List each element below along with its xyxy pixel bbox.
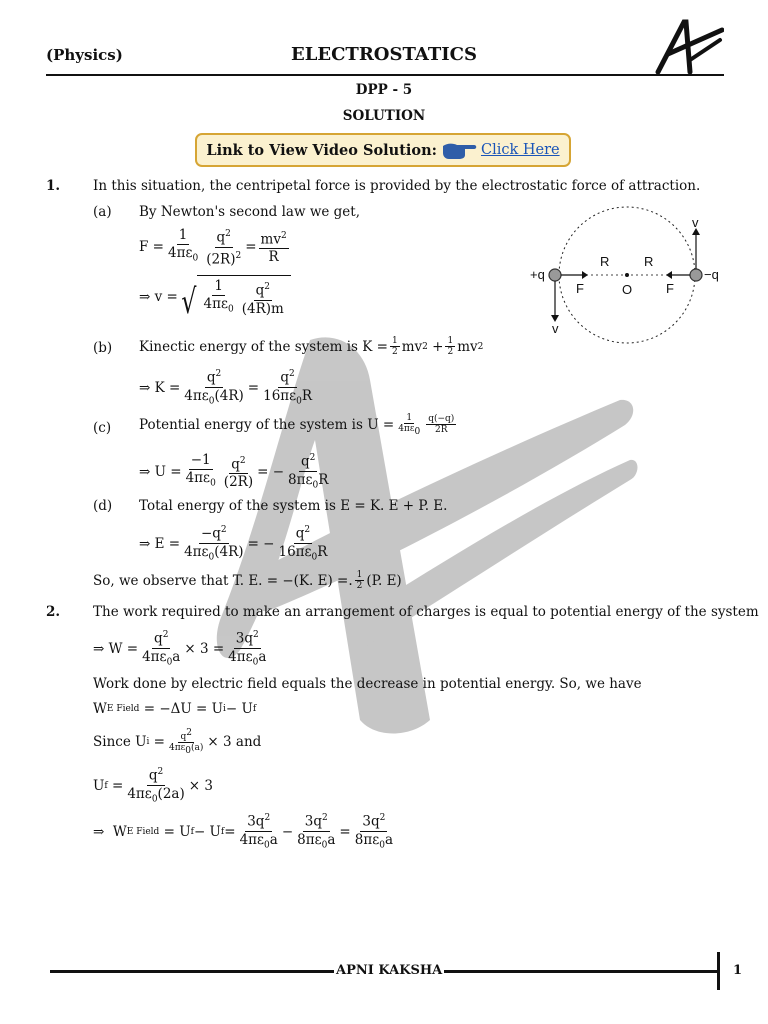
subject-label: (Physics) — [46, 46, 123, 64]
footer-brand: APNI KAKSHA — [336, 963, 443, 978]
q1-part-b-text: Kinectic energy of the system is K = — [139, 338, 388, 355]
diagram-label-plus-q: +q — [530, 267, 545, 282]
diagram-label-F-right: F — [666, 281, 674, 296]
q2-work-line: Work done by electric field equals the decrease in potential energy. So, we have — [93, 676, 642, 692]
q2-and-text: × 3 and — [207, 733, 262, 750]
equation-total-energy: ⇒ E = $\frac{-q^2}{4\pi\varepsilon_0(4R)}$ = − $\frac{q^2}{16\pi\varepsilon_0R}$ — [139, 522, 331, 566]
q1-part-a-text: By Newton's second law we get, — [139, 204, 361, 220]
diagram-label-v-top: v — [692, 215, 699, 230]
q1-conclusion: So, we observe that T. E. = −(K. E) =. $\frac{1}{2}$ (P. E) — [93, 570, 402, 591]
pointing-hand-icon — [441, 140, 477, 160]
q1-part-a-label: (a) — [93, 204, 112, 220]
video-solution-label: Link to View Video Solution: — [206, 141, 437, 159]
q2-since-text: Since U — [93, 733, 147, 750]
header-rule — [46, 74, 724, 76]
q1-part-b-label: (b) — [93, 340, 113, 356]
page-number: 1 — [733, 963, 743, 978]
diagram-label-R-right: R — [644, 254, 654, 269]
question-number-1: 1. — [46, 178, 61, 194]
equation-work-required: ⇒ W = $\frac{q^2}{4\pi\varepsilon_0a}$ × 3 = $\frac{3q^2}{4\pi\varepsilon_0a}$ — [93, 627, 270, 671]
q1-conclusion-text: So, we observe that T. E. = −(K. E) =. — [93, 572, 353, 589]
equation-work-result: ⇒ W E Field = U f − U f = $\frac{3q^2}{4\pi\varepsilon_0a}$ − $\frac{3q^2}{8\pi\varepsilon_0a}$ = $\frac{3q^2}{8\pi\varepsilon_0a}$ — [93, 810, 397, 854]
q1-part-d-text: Total energy of the system is E = K. E + P. E. — [139, 498, 448, 514]
diagram-label-minus-q: −q — [704, 267, 719, 282]
video-solution-box[interactable] — [195, 133, 571, 167]
page-title: ELECTROSTATICS — [291, 44, 477, 65]
dpp-label: DPP - 5 — [355, 82, 413, 98]
q1-intro: In this situation, the centripetal force is provided by the electrostatic force of attraction. — [93, 178, 701, 194]
diagram-label-v-bottom: v — [552, 321, 559, 336]
q1-part-c-text: Potential energy of the system is U = — [139, 416, 395, 433]
diagram-label-R-left: R — [600, 254, 610, 269]
equation-potential-def: Potential energy of the system is U = $\frac{1}{4\pi\varepsilon_0}$ $\frac{q(-q)}{2R}$ — [139, 413, 455, 437]
equation-work-field: W E Field = −ΔU = U i − U f — [93, 701, 257, 717]
equation-final-potential: U f = $\frac{q^2}{4\pi\varepsilon_0(2a)}$ × 3 — [93, 764, 213, 808]
solution-label: SOLUTION — [342, 108, 426, 124]
q1-part-d-label: (d) — [93, 498, 113, 514]
q1-part-c-label: (c) — [93, 420, 112, 436]
equation-force: F = $\frac{1}{4\pi\varepsilon_0}$ $\frac{q^2}{(2R)^2}$ = $\frac{mv^2}{R}$ — [139, 226, 287, 267]
question-number-2: 2. — [46, 604, 61, 620]
diagram-label-O: O — [622, 282, 633, 297]
circular-orbit-diagram — [526, 205, 734, 350]
click-here-link[interactable]: Click Here — [480, 142, 560, 158]
footer-divider — [717, 952, 720, 990]
equation-velocity: ⇒ v = √ $\frac{1}{4\pi\varepsilon_0}$ $\frac{q^2}{(4R)m}$ — [139, 275, 291, 319]
equation-kinetic: ⇒ K = $\frac{q^2}{4\pi\varepsilon_0(4R)}$ = $\frac{q^2}{16\pi\varepsilon_0R}$ — [139, 366, 316, 410]
apni-kaksha-logo — [650, 18, 724, 74]
equation-potential: ⇒ U = $\frac{-1}{4\pi\varepsilon_0}$ $\frac{q^2}{(2R)}$ = − $\frac{q^2}{8\pi\varepsilon_0R}$ — [139, 451, 329, 491]
diagram-label-F-left: F — [576, 281, 584, 296]
equation-kinetic-def: Kinectic energy of the system is K = $\frac{1}{2}$ mv 2 + $\frac{1}{2}$ mv 2 — [139, 336, 484, 357]
equation-initial-potential: Since U i = $\frac{q^2}{4\pi\varepsilon_0(a)}$ × 3 and — [93, 728, 262, 756]
q2-intro: The work required to make an arrangement of charges is equal to potential energy of the system — [93, 604, 759, 620]
